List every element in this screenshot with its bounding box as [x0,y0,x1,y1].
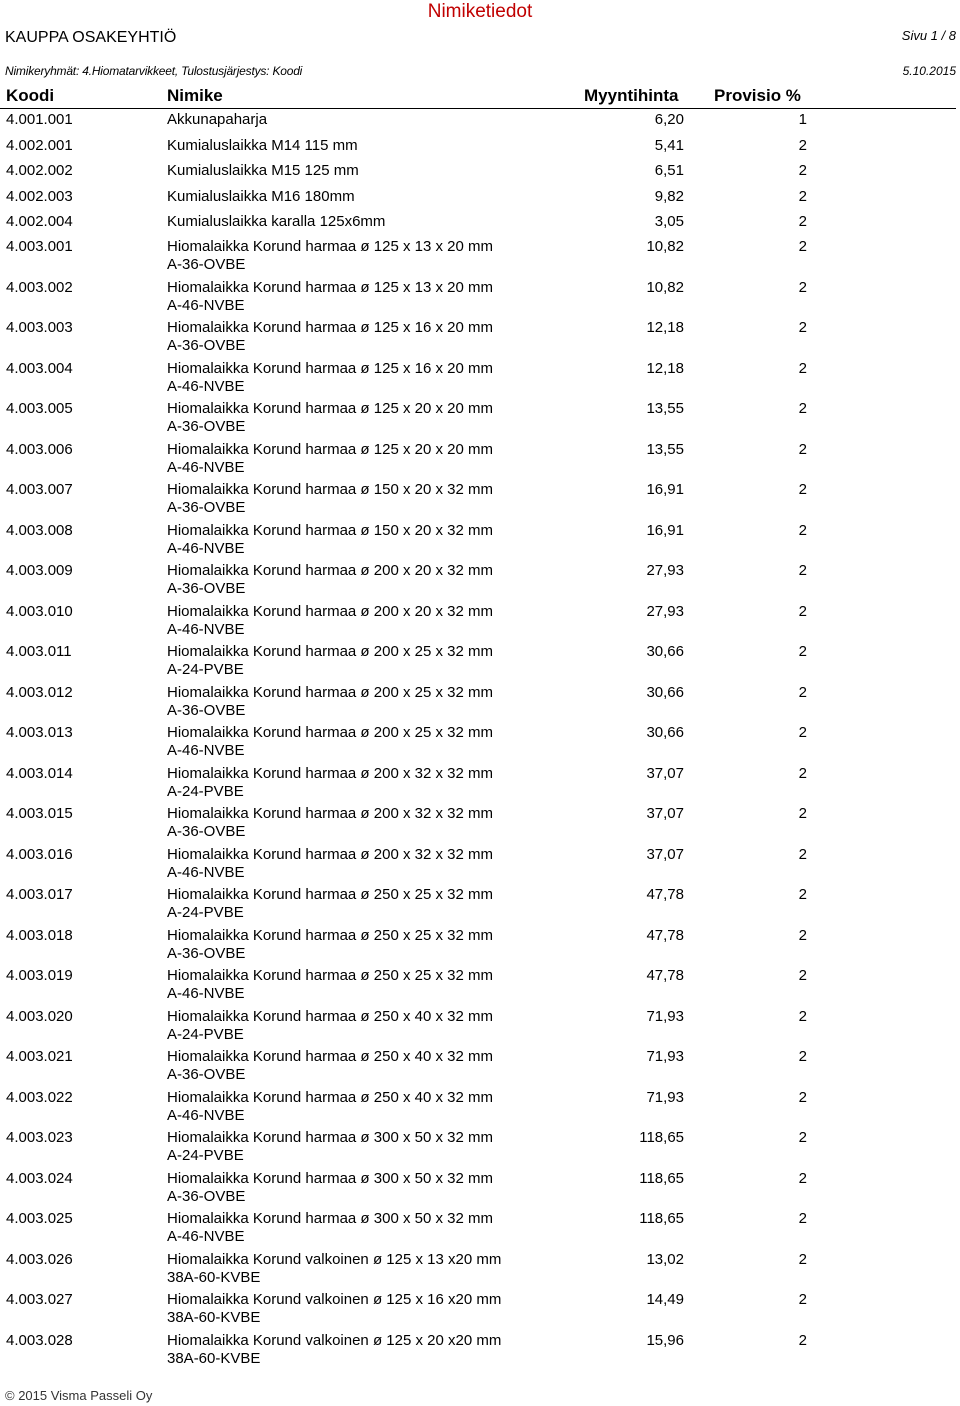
item-code: 4.003.003 [6,319,73,336]
item-commission: 2 [798,603,807,620]
item-code: 4.003.020 [6,1008,73,1025]
item-commission: 2 [798,1251,807,1268]
column-header-code: Koodi [6,86,55,105]
company-name: KAUPPA OSAKEYHTIÖ [5,29,177,46]
item-name: Hiomalaikka Korund harmaa ø 200 x 32 x 32 mm [167,805,493,822]
item-grade: A-36-OVBE [167,418,246,435]
item-price: 13,55 [646,441,684,458]
item-name: Hiomalaikka Korund valkoinen ø 125 x 13 x20 mm [167,1251,502,1268]
item-name: Kumialuslaikka M16 180mm [167,188,355,205]
item-code: 4.003.013 [6,724,73,741]
item-name: Hiomalaikka Korund harmaa ø 200 x 20 x 32 mm [167,603,493,620]
item-commission: 2 [798,643,807,660]
item-price: 71,93 [646,1008,684,1025]
item-grade: A-24-PVBE [167,1026,244,1043]
item-commission: 2 [798,400,807,417]
item-price: 10,82 [646,279,684,296]
item-grade: A-46-NVBE [167,297,245,314]
item-commission: 2 [798,1129,807,1146]
item-price: 118,65 [639,1129,684,1146]
item-grade: A-46-NVBE [167,540,245,557]
item-commission: 2 [798,562,807,579]
item-price: 5,41 [654,137,684,154]
report-title: Nimiketiedot [427,1,533,22]
item-grade: A-46-NVBE [167,459,245,476]
item-code: 4.003.002 [6,279,73,296]
item-price: 37,07 [646,765,684,782]
item-commission: 2 [798,522,807,539]
item-commission: 2 [798,724,807,741]
item-price: 47,78 [646,886,684,903]
item-commission: 2 [798,967,807,984]
item-price: 3,05 [654,213,684,230]
item-price: 37,07 [646,846,684,863]
item-commission: 2 [798,1170,807,1187]
item-code: 4.003.005 [6,400,73,417]
column-header-name: Nimike [167,86,223,105]
item-name: Hiomalaikka Korund harmaa ø 250 x 40 x 32 mm [167,1048,493,1065]
item-code: 4.003.017 [6,886,73,903]
item-price: 9,82 [654,188,684,205]
item-name: Hiomalaikka Korund harmaa ø 125 x 20 x 20 mm [167,441,493,458]
item-commission: 2 [798,137,807,154]
item-price: 30,66 [646,643,684,660]
item-code: 4.003.016 [6,846,73,863]
item-name: Hiomalaikka Korund harmaa ø 300 x 50 x 32 mm [167,1170,493,1187]
item-price: 27,93 [646,603,684,620]
item-code: 4.003.024 [6,1170,73,1187]
item-price: 16,91 [646,481,684,498]
item-price: 71,93 [646,1089,684,1106]
item-grade: A-36-OVBE [167,1188,246,1205]
item-name: Hiomalaikka Korund harmaa ø 200 x 20 x 32 mm [167,562,493,579]
item-code: 4.003.006 [6,441,73,458]
item-price: 14,49 [646,1291,684,1308]
item-grade: A-46-NVBE [167,1107,245,1124]
item-code: 4.003.027 [6,1291,73,1308]
item-price: 47,78 [646,967,684,984]
item-name: Hiomalaikka Korund harmaa ø 125 x 20 x 20 mm [167,400,493,417]
item-price: 30,66 [646,684,684,701]
item-grade: A-36-OVBE [167,337,246,354]
item-name: Kumialuslaikka M15 125 mm [167,162,359,179]
item-grade: A-36-OVBE [167,256,246,273]
page-number: Sivu 1 / 8 [901,28,956,43]
item-price: 6,51 [654,162,684,179]
item-commission: 2 [798,805,807,822]
item-price: 71,93 [646,1048,684,1065]
item-commission: 2 [798,279,807,296]
item-name: Hiomalaikka Korund harmaa ø 125 x 13 x 20 mm [167,238,493,255]
item-grade: A-46-NVBE [167,985,245,1002]
item-name: Hiomalaikka Korund harmaa ø 250 x 40 x 32 mm [167,1008,493,1025]
item-commission: 1 [798,111,807,128]
item-name: Hiomalaikka Korund valkoinen ø 125 x 16 x20 mm [167,1291,502,1308]
item-commission: 2 [798,319,807,336]
item-code: 4.002.001 [6,137,73,154]
item-grade: A-46-NVBE [167,621,245,638]
item-commission: 2 [798,684,807,701]
item-price: 30,66 [646,724,684,741]
item-price: 15,96 [646,1332,684,1349]
item-grade: A-46-NVBE [167,378,245,395]
item-commission: 2 [798,1291,807,1308]
item-grade: 38A-60-KVBE [167,1309,261,1326]
item-name: Hiomalaikka Korund harmaa ø 250 x 40 x 32 mm [167,1089,493,1106]
item-code: 4.003.018 [6,927,73,944]
column-header-price: Myyntihinta [584,86,679,105]
item-grade: 38A-60-KVBE [167,1269,261,1286]
item-code: 4.003.009 [6,562,73,579]
item-price: 27,93 [646,562,684,579]
item-name: Hiomalaikka Korund harmaa ø 125 x 16 x 20 mm [167,360,493,377]
item-code: 4.003.011 [6,643,72,660]
item-commission: 2 [798,886,807,903]
item-grade: A-36-OVBE [167,1066,246,1083]
item-name: Hiomalaikka Korund harmaa ø 200 x 25 x 32 mm [167,724,493,741]
item-code: 4.003.023 [6,1129,73,1146]
item-price: 13,55 [646,400,684,417]
item-code: 4.003.012 [6,684,73,701]
copyright-footer: © 2015 Visma Passeli Oy [5,1388,153,1403]
item-price: 47,78 [646,927,684,944]
item-grade: A-36-OVBE [167,945,246,962]
item-price: 118,65 [639,1170,684,1187]
report-filter: Nimikeryhmät: 4.Hiomatarvikkeet, Tulostusjärjestys: Koodi [5,64,303,78]
item-code: 4.003.025 [6,1210,73,1227]
item-commission: 2 [798,1008,807,1025]
item-name: Hiomalaikka Korund harmaa ø 200 x 32 x 32 mm [167,846,493,863]
item-name: Hiomalaikka Korund harmaa ø 200 x 25 x 32 mm [167,643,493,660]
item-code: 4.003.021 [6,1048,73,1065]
item-code: 4.003.004 [6,360,73,377]
item-commission: 2 [798,1210,807,1227]
item-code: 4.003.026 [6,1251,73,1268]
item-price: 13,02 [646,1251,684,1268]
item-code: 4.003.028 [6,1332,73,1349]
item-code: 4.003.019 [6,967,73,984]
item-price: 10,82 [646,238,684,255]
column-header-commission: Provisio % [714,86,801,105]
item-grade: A-36-OVBE [167,702,246,719]
item-grade: 38A-60-KVBE [167,1350,261,1367]
item-grade: A-24-PVBE [167,1147,244,1164]
item-grade: A-24-PVBE [167,904,244,921]
item-commission: 2 [798,360,807,377]
item-commission: 2 [798,213,807,230]
item-name: Akkunapaharja [167,111,268,128]
item-commission: 2 [798,238,807,255]
item-code: 4.001.001 [6,111,73,128]
item-name: Hiomalaikka Korund harmaa ø 250 x 25 x 32 mm [167,967,493,984]
item-commission: 2 [798,162,807,179]
item-name: Hiomalaikka Korund harmaa ø 250 x 25 x 32 mm [167,927,493,944]
item-code: 4.003.007 [6,481,73,498]
item-price: 12,18 [646,319,684,336]
item-code: 4.002.004 [6,213,73,230]
item-commission: 2 [798,846,807,863]
item-name: Hiomalaikka Korund harmaa ø 125 x 13 x 20 mm [167,279,493,296]
report-date: 5.10.2015 [902,64,956,78]
item-name: Hiomalaikka Korund harmaa ø 150 x 20 x 32 mm [167,522,493,539]
item-price: 12,18 [646,360,684,377]
item-name: Hiomalaikka Korund harmaa ø 200 x 25 x 32 mm [167,684,493,701]
item-grade: A-46-NVBE [167,742,245,759]
item-commission: 2 [798,441,807,458]
item-grade: A-24-PVBE [167,661,244,678]
item-price: 16,91 [646,522,684,539]
item-name: Kumialuslaikka M14 115 mm [167,137,358,154]
item-grade: A-36-OVBE [167,499,246,516]
item-price: 37,07 [646,805,684,822]
item-price: 6,20 [654,111,684,128]
item-name: Hiomalaikka Korund harmaa ø 300 x 50 x 32 mm [167,1210,493,1227]
item-commission: 2 [798,927,807,944]
table-header [0,84,956,109]
item-commission: 2 [798,481,807,498]
item-commission: 2 [798,1048,807,1065]
item-code: 4.003.001 [6,238,73,255]
item-code: 4.003.014 [6,765,73,782]
item-commission: 2 [798,188,807,205]
item-name: Hiomalaikka Korund harmaa ø 200 x 32 x 32 mm [167,765,493,782]
item-commission: 2 [798,1089,807,1106]
item-code: 4.003.015 [6,805,73,822]
item-name: Hiomalaikka Korund valkoinen ø 125 x 20 x20 mm [167,1332,502,1349]
item-grade: A-46-NVBE [167,1228,245,1245]
item-name: Hiomalaikka Korund harmaa ø 300 x 50 x 32 mm [167,1129,493,1146]
item-grade: A-36-OVBE [167,823,246,840]
item-code: 4.003.022 [6,1089,73,1106]
item-price: 118,65 [639,1210,684,1227]
item-grade: A-24-PVBE [167,783,244,800]
item-commission: 2 [798,1332,807,1349]
item-grade: A-36-OVBE [167,580,246,597]
item-name: Kumialuslaikka karalla 125x6mm [167,213,386,230]
item-code: 4.002.002 [6,162,73,179]
item-code: 4.003.010 [6,603,73,620]
item-code: 4.002.003 [6,188,73,205]
item-commission: 2 [798,765,807,782]
item-name: Hiomalaikka Korund harmaa ø 250 x 25 x 32 mm [167,886,493,903]
item-name: Hiomalaikka Korund harmaa ø 125 x 16 x 20 mm [167,319,493,336]
item-code: 4.003.008 [6,522,73,539]
item-grade: A-46-NVBE [167,864,245,881]
item-name: Hiomalaikka Korund harmaa ø 150 x 20 x 32 mm [167,481,493,498]
